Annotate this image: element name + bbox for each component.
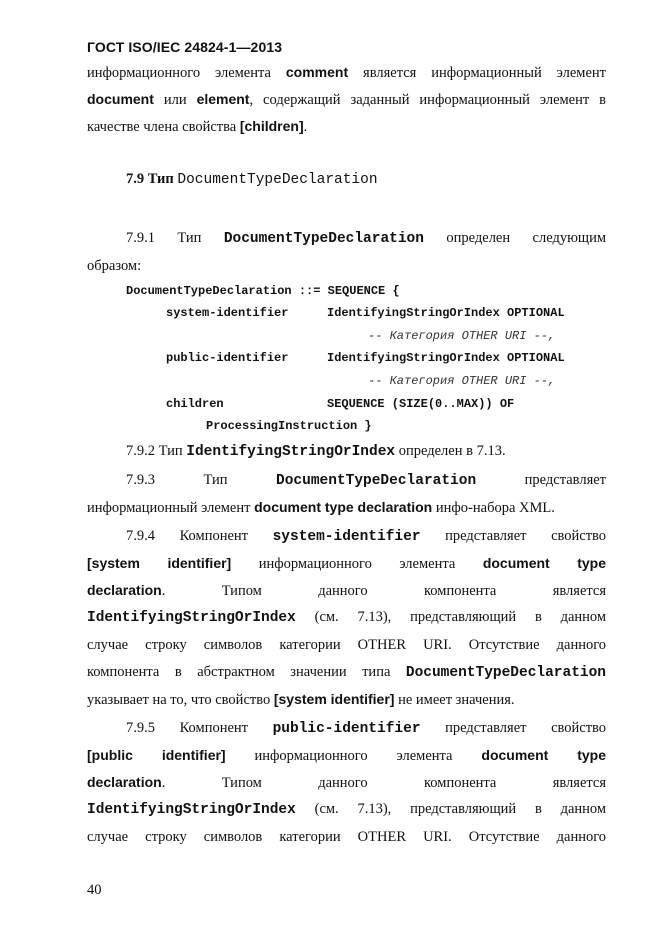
p791-line-1: 7.9.1 Тип DocumentTypeDeclaration определен следующим — [126, 230, 607, 247]
p794-line-1: 7.9.4 Компонент system-identifier представляет свойство — [126, 528, 607, 545]
p794-line-7: указывает на то, что свойство [system identifier] не имеет значения. — [87, 691, 515, 708]
code-field-system: system-identifier — [166, 306, 289, 320]
section-heading: 7.9 Тип DocumentTypeDeclaration — [126, 171, 378, 188]
p794-line-4: IdentifyingStringOrIndex (см. 7.13), представляющий в данном — [87, 609, 607, 626]
p793-line-1: 7.9.3 Тип DocumentTypeDeclaration представляет — [126, 472, 607, 489]
code-type-children: SEQUENCE (SIZE(0..MAX)) OF — [327, 397, 515, 411]
p794-line-5: случае строку символов категории OTHER URI. Отсутствие данного — [87, 637, 607, 653]
p795-line-4: IdentifyingStringOrIndex (см. 7.13), представляющий в данном — [87, 801, 607, 818]
p793-line-2: информационный элемент document type declaration инфо-набора XML. — [87, 499, 555, 516]
code-comment-2: -- Категория OTHER URI --, — [368, 374, 556, 388]
p795-line-3: declaration. Типом данного компонента является — [87, 774, 607, 791]
code-field-public: public-identifier — [166, 351, 289, 365]
code-field-children: children — [166, 397, 224, 411]
code-type-public: IdentifyingStringOrIndex OPTIONAL — [327, 351, 565, 365]
standard-header: ГОСТ ISO/IEC 24824-1—2013 — [87, 39, 283, 55]
code-line-1: DocumentTypeDeclaration ::= SEQUENCE { — [126, 284, 400, 298]
p791-line-2: образом: — [87, 258, 142, 274]
p794-line-6: компонента в абстрактном значении типа DocumentTypeDeclaration — [87, 664, 607, 681]
code-type-system: IdentifyingStringOrIndex OPTIONAL — [327, 306, 565, 320]
intro-line-2: document или element, содержащий заданный информационный элемент в — [87, 91, 607, 108]
p795-line-5: случае строку символов категории OTHER URI. Отсутствие данного — [87, 829, 607, 845]
p794-line-3: declaration. Типом данного компонента является — [87, 582, 607, 599]
p795-line-1: 7.9.5 Компонент public-identifier представляет свойство — [126, 720, 607, 737]
intro-line-3: качестве члена свойства [children]. — [87, 118, 308, 135]
page-number: 40 — [87, 882, 102, 898]
intro-line-1: информационного элемента comment является информационный элемент — [87, 64, 607, 81]
p795-line-2: [public identifier] информационного элемента document type — [87, 747, 607, 764]
code-comment-1: -- Категория OTHER URI --, — [368, 329, 556, 343]
code-line-5: ProcessingInstruction } — [206, 419, 372, 433]
p792-line: 7.9.2 Тип IdentifyingStringOrIndex определен в 7.13. — [126, 443, 506, 460]
p794-line-2: [system identifier] информационного элемента document type — [87, 555, 607, 572]
